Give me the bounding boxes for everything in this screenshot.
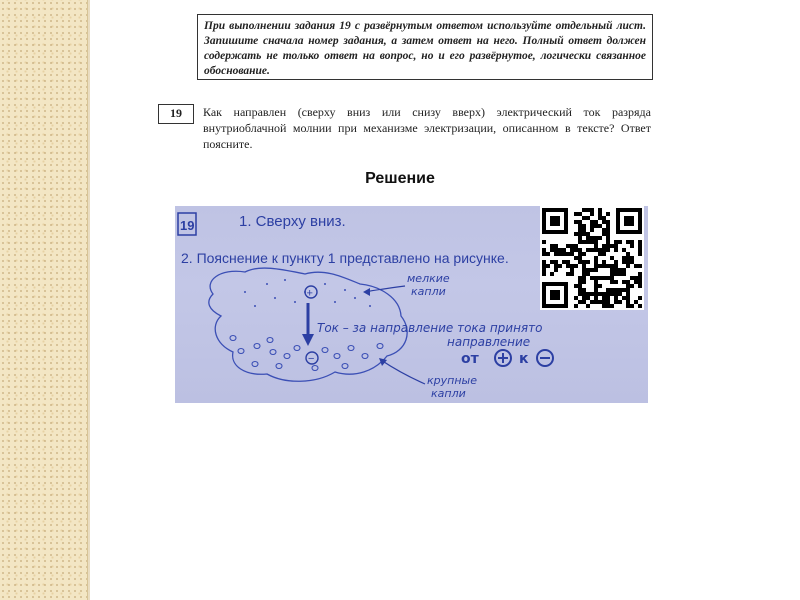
qr-code-icon [540, 206, 644, 310]
label-from: от [461, 351, 479, 367]
plus-sign: + [306, 287, 313, 300]
handwritten-solution-photo [175, 206, 648, 403]
label-small-drops-2: капли [411, 285, 446, 298]
task-question: Как направлен (сверху вниз или снизу вверх) электрический ток разряда внутриоблачной молнии при механизме электризации, описанном в тексте? Ответ поясните. [203, 105, 651, 151]
badge-number: 19 [180, 218, 195, 233]
label-large-drops-2: капли [431, 387, 466, 400]
label-to: к [519, 351, 529, 367]
pointer-large-drops-head [379, 358, 387, 366]
solution-heading: Решение [365, 170, 435, 187]
task-number-box: 19 [158, 104, 194, 124]
label-direction: направление [447, 335, 531, 349]
answer-line-2: 2. Пояснение к пункту 1 представлено на рисунке. [181, 250, 509, 266]
label-small-drops-1: мелкие [407, 272, 450, 285]
instruction-box: При выполнении задания 19 с развёрнутым ответом используйте отдельный лист. Запишите сначала номер задания, а затем ответ на него. Полный ответ должен содержать не только ответ на вопрос, но и его развёрнутое, логически связанное обоснование. [197, 14, 653, 80]
pointer-small-drops-head [363, 288, 370, 296]
pointer-small-drops [365, 286, 405, 292]
decorative-side-strip [0, 0, 88, 600]
pointer-large-drops [381, 360, 425, 384]
label-current: Ток – за направление тока принято [317, 321, 543, 335]
minus-sign: − [308, 353, 315, 365]
label-large-drops-1: крупные [427, 374, 477, 387]
current-arrow-head [302, 334, 314, 346]
answer-line-1: 1. Сверху вниз. [239, 213, 346, 230]
